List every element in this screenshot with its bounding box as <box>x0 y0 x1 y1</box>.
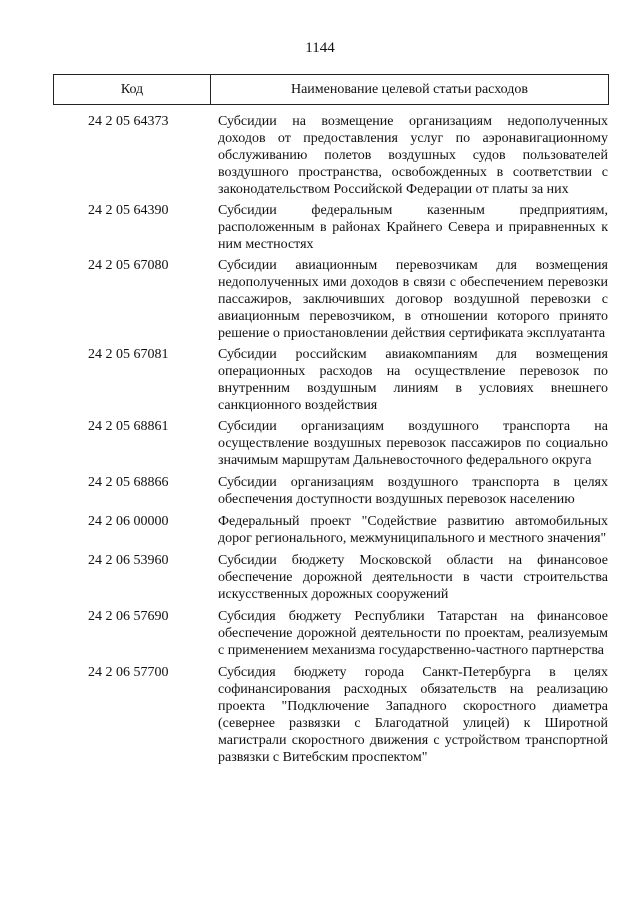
row-description: Федеральный проект "Содействие развитию автомобильных дорог регионального, межмуниципального и местного значения" <box>218 514 608 546</box>
table-row <box>0 608 640 659</box>
table-row <box>0 513 640 547</box>
header-name-column: Наименование целевой статьи расходов <box>290 81 529 97</box>
table-body <box>0 113 640 766</box>
row-code: 24 2 06 00000 <box>88 514 169 529</box>
table-row <box>0 346 640 414</box>
table-row <box>0 418 640 469</box>
row-description: Субсидии авиационным перевозчикам для возмещения недополученных ими доходов в связи с обеспечением перевозки пассажиров, заключивших договор воздушной перевозки с авиационным перевозчиком, в отношении которого принято решение о приостановлении действия сертификата эксплуатанта <box>218 258 608 341</box>
table-row <box>0 113 640 198</box>
page-number: 1144 <box>305 40 335 56</box>
row-description: Субсидии федеральным казенным предприятиям, расположенным в районах Крайнего Севера и приравненных к ним местностях <box>218 203 608 252</box>
row-code: 24 2 05 64390 <box>88 203 169 218</box>
row-description: Субсидия бюджету города Санкт-Петербурга в целях софинансирования расходных обязательств на реализацию проекта "Подключение Западного скоростного диаметра (севернее развязки с Благодатной улицей) к Широтной магистрали скоростного движения с устройством транспортной развязки с Витебским проспектом" <box>218 665 608 765</box>
table-row <box>0 474 640 508</box>
row-code: 24 2 05 64373 <box>88 114 169 129</box>
row-code: 24 2 05 67080 <box>88 258 169 273</box>
table-row <box>0 552 640 603</box>
row-code: 24 2 06 57690 <box>88 609 169 624</box>
row-code: 24 2 06 53960 <box>88 553 169 568</box>
table-header <box>53 74 609 105</box>
header-code-column: Код <box>54 75 211 104</box>
table-row <box>0 202 640 253</box>
row-description: Субсидии бюджету Московской области на финансовое обеспечение дорожной деятельности в части строительства искусственных дорожных сооружений <box>218 553 608 602</box>
row-description: Субсидии организациям воздушного транспорта в целях обеспечения доступности воздушных перевозок населению <box>218 475 608 507</box>
row-description: Субсидии на возмещение организациям недополученных доходов от предоставления услуг по аэронавигационному обслуживанию полетов воздушных судов пользователей воздушного пространства, освобожденных в соответствии с законодательством Российской Федерации от платы за них <box>218 114 608 197</box>
row-code: 24 2 06 57700 <box>88 665 169 680</box>
row-code: 24 2 05 67081 <box>88 347 169 362</box>
table-row <box>0 257 640 342</box>
row-code: 24 2 05 68866 <box>88 475 169 490</box>
table-row <box>0 664 640 766</box>
row-code: 24 2 05 68861 <box>88 419 169 434</box>
row-description: Субсидии российским авиакомпаниям для возмещения операционных расходов на осуществление перевозок по внутренним воздушным линиям в условиях внешнего санкционного воздействия <box>218 347 608 413</box>
row-description: Субсидия бюджету Республики Татарстан на финансовое обеспечение дорожной деятельности по проектам, реализуемым с применением механизма государственно-частного партнерства <box>218 609 608 658</box>
row-description: Субсидии организациям воздушного транспорта на осуществление воздушных перевозок пассажиров по социально значимым маршрутам Дальневосточного федерального округа <box>218 419 608 468</box>
